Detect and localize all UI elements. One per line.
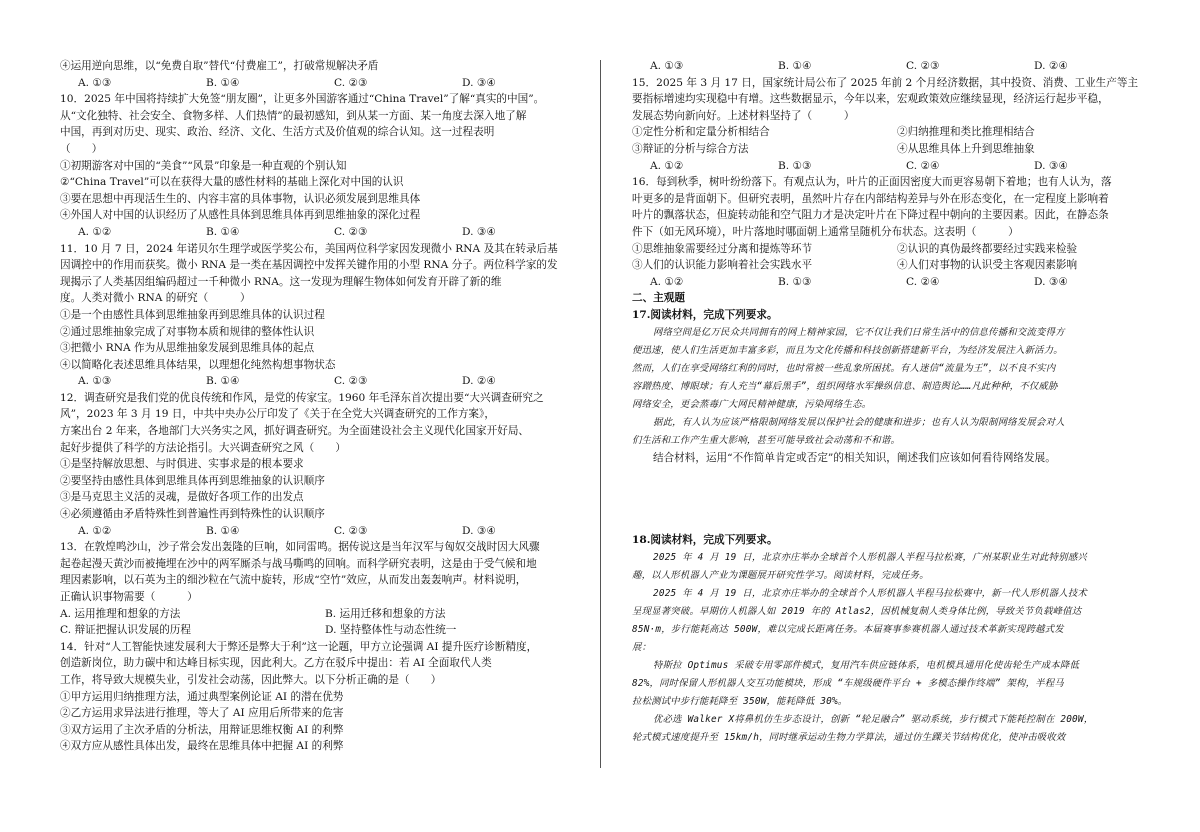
choice-c: C. ②③ (334, 375, 368, 388)
q17-material (632, 324, 1172, 450)
choice-a: A. ①③ (78, 375, 112, 388)
choice-d: D. ③④ (1034, 159, 1068, 172)
choice-b: B. ①④ (206, 524, 240, 537)
q17-material-line: 便迅速，使人们生活更加丰富多彩，而且为文化传播和科技创新搭建新平台，为经济发展注入新活力。 (632, 344, 1063, 356)
q13-line: 起卷起漫天黄沙而被掩埋在沙中的两军厮杀与战马嘶鸣的回响。而科学研究表明，这是由于受气候和地 (60, 557, 537, 570)
q10-statement: ②“China Travel”可以在获得大量的感性材料的基础上深化对中国的认识 (60, 176, 404, 189)
q10-line: 中国，再到对历史、现实、政治、经济、文化、生活方式及价值观的综合认知。这一过程表明 (60, 126, 495, 139)
q14-line: 14．针对“人工智能快速发展利大于弊还是弊大于利”这一论题，甲方立论强调 AI 提升医疗诊断精度， (60, 640, 538, 653)
q18-material-line: 展： (632, 641, 652, 653)
question-14 (60, 639, 600, 755)
q16-line: 叶片的飘落状态，但旋转动能和空气阻力才是决定叶片在下降过程中朝向的主要因素。因此，在静态条 (632, 209, 1109, 222)
statement-2: ②认识的真伪最终都要经过实践来检验 (897, 242, 1078, 255)
choice-b: B. 运用迁移和想象的方法 (325, 607, 446, 620)
q12-statement: ④必须遵循由矛盾特殊性到普遍性再到特殊性的认识顺序 (60, 508, 325, 521)
choice-d: D. ②④ (1034, 60, 1068, 72)
q17-material-line: 容蹭热度、博眼球；有人充当“幕后黑手”，组织网络水军操纵信息、制造舆论……凡此种种，不仅威胁 (632, 380, 1058, 392)
question-10 (60, 91, 600, 240)
choice-b: B. ①④ (206, 375, 240, 388)
q13-line: 正确认识事物需要（ ） (60, 591, 198, 603)
q12-line: 风”，2023 年 3 月 19 日，中共中央办公厅印发了《关于在全党大兴调查研究的工作方案》， (60, 408, 495, 421)
q17-title: 17.阅读材料，完成下列要求。 (632, 308, 778, 321)
question-11 (60, 241, 600, 390)
q11-line: 现揭示了人类基因组编码超过一千种微小 RNA。这一发现为理解生物体如何发育开辟了新的维 (60, 275, 502, 288)
choice-c: C. ②③ (334, 225, 368, 238)
q18-material-line: 85N·m，步行能耗高达 500W，难以完成长距离任务。本届赛事参赛机器人通过技术革新实现跨越式发 (632, 623, 1064, 635)
q17-material-line: 网络空间是亿万民众共同拥有的网上精神家园，它不仅让我们日常生活中的信息传播和交流变得方 (653, 326, 1065, 338)
q16-line: 叶更多的是背面朝下。但研究表明，虽然叶片存在内部结构差异与外在形态变化，在一定程度上影响着 (632, 192, 1109, 205)
q13-line: 13．在敦煌鸣沙山，沙子常会发出轰隆的巨响，如同雷鸣。据传说这是当年汉军与匈奴交战时因大风骤 (60, 541, 540, 554)
q18-material-line: 2025 年 4 月 19 日，北京亦庄举办全球首个人形机器人半程马拉松赛，广州某职业生对此特别感兴 (653, 551, 1087, 563)
choice-b: B. ①③ (778, 159, 812, 172)
q11-statement: ③把微小 RNA 作为从思维抽象发展到思维具体的起点 (60, 342, 315, 355)
q10-answer-options (60, 224, 600, 241)
q18-material-line: 趣，以人形机器人产业为课题展开研究性学习。阅读材料，完成任务。 (632, 569, 929, 581)
question-16 (632, 174, 1172, 290)
answer-space (632, 466, 1172, 532)
right-column (632, 58, 1172, 747)
q18-material-line: 2025 年 4 月 19 日，北京亦庄举办的全球首个人形机器人半程马拉松赛中，新一代人形机器人技术 (653, 587, 1087, 599)
q15-line: 要指标增速均实现稳中有增。这些数据显示，今年以来，宏观政策效应继续显现，经济运行起步平稳， (632, 93, 1109, 106)
q15-line: 发展态势向新向好。上述材料坚持了（ ） (632, 109, 855, 122)
q17-material-line: 据此，有人认为应该严格限制网络发展以保护社会的健康和进步；也有人认为限制网络发展会对人 (653, 416, 1065, 428)
q9-tail-option: ④运用逆向思维，以“免费自取”替代“付费雇工”，打破常规解决矛盾 (60, 60, 379, 72)
choice-b: B. ①④ (206, 76, 240, 89)
q16-line: 件下（如无风环境），叶片落地时哪面朝上通常呈随机分布状态。这表明（ ） (632, 225, 1019, 238)
q14-line: 创造新岗位，助力碳中和达峰目标实现，因此利大。乙方在驳斥中提出：若 AI 全面取代人类 (60, 657, 492, 670)
statement-4: ④人们对事物的认识受主客观因素影响 (897, 259, 1078, 272)
choice-a: A. ①② (650, 159, 684, 172)
column-divider (600, 60, 601, 768)
choice-a: A. ①③ (650, 60, 684, 72)
left-column (60, 58, 600, 755)
q18-material (632, 549, 1172, 747)
q9-answer-options (60, 75, 600, 92)
statement-3: ③人们的认识能力影响着社会实践水平 (632, 259, 813, 272)
q16-statements-row1 (632, 241, 1172, 258)
statement-1: ①思维抽象需要经过分离和提炼等环节 (632, 242, 813, 255)
choice-c: C. ②③ (906, 60, 940, 72)
q14-statement: ①甲方运用归纳推理方法，通过典型案例论证 AI 的潜在优势 (60, 690, 344, 703)
q10-line: 从“文化独特、社会安全、食物多样、人们热情”的最初感知，到从某一方面、某一角度去深入地了解 (60, 109, 527, 122)
q13-answer-options-row1 (60, 606, 600, 623)
q13-line: 理因素影响，以石英为主的细沙粒在气流中旋转，形成“空竹”效应，从而发出轰轰响声。材料说明， (60, 574, 527, 587)
choice-c: C. ②④ (906, 275, 940, 288)
q10-statement: ①初期游客对中国的“美食”“风景”印象是一种直观的个别认知 (60, 159, 347, 172)
q15-statements-row2 (632, 141, 1172, 158)
choice-a: A. ①② (78, 524, 112, 537)
q10-statement: ④外国人对中国的认识经历了从感性具体到思维具体再到思维抽象的深化过程 (60, 209, 421, 222)
q12-answer-options (60, 523, 600, 540)
q12-line: 起好步提供了科学的方法论指引。大兴调查研究之风（ ） (60, 441, 347, 454)
q18-material-line: 呈现显著突破。早期仿人机器人如 2019 年的 Atlas2，因机械复制人类身体比例，导致关节负载峰值达 (632, 605, 1082, 617)
q10-statement: ③要在思想中再现活生生的、内容丰富的具体事物，认识必须发展到思维具体 (60, 192, 421, 205)
q17-material-line: 然而，人们在享受网络红利的同时，也时常被一些乱象所困扰。有人迷信“流量为王”，以不良不实内 (632, 362, 1056, 374)
q14-statement: ④双方应从感性具体出发，最终在思维具体中把握 AI 的利弊 (60, 740, 344, 753)
question-13 (60, 539, 600, 639)
choice-d: D. ③④ (462, 76, 496, 89)
q18-material-line: 优必选 Walker X将鼻机仿生步态设计，创新 “轮足融合” 驱动系统，步行模式下能耗控制在 200W， (653, 713, 1094, 725)
q18-material-line: 特斯拉 Optimus 采破专用零部件模式，复用汽车供应链体系，电机模具通用化使齿轮生产成本降低 (653, 659, 1080, 671)
q12-statement: ③是马克思主义活的灵魂，是做好各项工作的出发点 (60, 491, 304, 504)
q12-statement: ①是坚持解放思想、与时俱进、实事求是的根本要求 (60, 458, 304, 471)
q17-material-line: 们生活和工作产生重大影响，甚至可能导致社会动荡和不和谐。 (632, 434, 901, 446)
q15-line: 15．2025 年 3 月 17 日，国家统计局公布了 2025 年前 2 个月经济数据，其中投资、消费、工业生产等主 (632, 76, 1139, 89)
q10-line: 10．2025 年中国将持续扩大免签“朋友圈”，让更多外国游客通过“China Travel”了解“真实的中国”。 (60, 93, 545, 106)
choice-a: A. ①② (650, 275, 684, 288)
q14-answer-options (632, 58, 1172, 75)
choice-c: C. ②④ (906, 159, 940, 172)
question-15 (632, 75, 1172, 175)
choice-d: D. ②④ (462, 375, 496, 388)
choice-a: A. ①② (78, 225, 112, 238)
q15-answer-options (632, 158, 1172, 175)
q13-answer-options-row2 (60, 622, 600, 639)
question-17 (632, 307, 1172, 466)
q18-material-line: 拉松测试中步行能耗降至 350W，能耗降低 30%。 (632, 695, 848, 707)
choice-c: C. 辩证把握认识发展的历程 (60, 624, 191, 637)
q17-task: 结合材料，运用“不作简单肯定或否定”的相关知识，阐述我们应该如何看待网络发展。 (653, 451, 1056, 464)
q11-answer-options (60, 373, 600, 390)
q11-statement: ①是一个由感性具体到思维抽象再到思维具体的认识过程 (60, 308, 325, 321)
statement-4: ④从思维具体上升到思维抽象 (897, 142, 1035, 155)
statement-1: ①定性分析和定量分析相结合 (632, 126, 770, 139)
q11-statement: ②通过思维抽象完成了对事物本质和规律的整体性认识 (60, 325, 315, 338)
q16-statements-row2 (632, 257, 1172, 274)
choice-c: C. ②③ (334, 76, 368, 89)
choice-d: D. ③④ (462, 225, 496, 238)
q12-statement: ②要坚持由感性具体到思维具体再到思维抽象的认识顺序 (60, 474, 325, 487)
choice-b: B. ①④ (206, 225, 240, 238)
q10-line: （ ） (60, 142, 103, 155)
q12-line: 方案出台 2 年来，各地部门大兴务实之风，抓好调查研究。为全面建设社会主义现代化国家开好局、 (60, 425, 530, 438)
q14-line: 工作，将导致大规模失业，引发社会动荡，因此弊大。以下分析正确的是（ ） (60, 673, 442, 686)
q16-line: 16．每到秋季，树叶纷纷落下。有观点认为，叶片的正面因密度大而更容易朝下着地；也有人认为，落 (632, 176, 1112, 189)
choice-a: A. ①③ (78, 76, 112, 89)
choice-a: A. 运用推理和想象的方法 (60, 607, 181, 620)
choice-b: B. ①③ (778, 275, 812, 288)
q18-title: 18.阅读材料，完成下列要求。 (632, 534, 778, 547)
choice-c: C. ②③ (334, 524, 368, 537)
choice-d: D. ③④ (462, 524, 496, 537)
q15-statements-row1 (632, 124, 1172, 141)
question-12 (60, 390, 600, 539)
q12-line: 12．调查研究是我们党的优良传统和作风，是党的传家宝。1960 年毛泽东首次提出要“大兴调查研究之 (60, 391, 544, 404)
q11-line: 因调控中的作用而获奖。微小 RNA 是一类在基因调控中发挥关键作用的小型 RNA 分子。两位科学家的发 (60, 259, 558, 272)
q17-material-line: 网络安全，更会蒸毒广大网民精神健康，污染网络生态。 (632, 398, 872, 410)
q11-line: 度。人类对微小 RNA 的研究（ ） (60, 292, 251, 305)
q16-answer-options (632, 274, 1172, 291)
section-heading: 二、主观题 (632, 292, 685, 305)
q14-statement: ③双方运用了主次矛盾的分析法，用辩证思维权衡 AI 的利弊 (60, 723, 344, 736)
q18-material-line: 轮式模式速度提升至 15km/h，同时继承运动生物力学算法，通过仿生踝关节结构优化，使冲击吸收效 (632, 731, 1066, 743)
statement-2: ②归纳推理和类比推理相结合 (897, 126, 1035, 139)
q18-material-line: 82%，同时保留人形机器人交互功能模块，形成 “车规级硬件平台 + 多模态操作终端” 架构，半程马 (632, 677, 1064, 689)
q11-statement: ④以简略化表述思维具体结果，以理想化纯然构想事物状态 (60, 358, 336, 371)
choice-d: D. ③④ (1034, 275, 1068, 288)
q11-line: 11．10 月 7 日，2024 年诺贝尔生理学或医学奖公布，美国两位科学家因发现微小 RNA 及其在转录后基 (60, 242, 558, 255)
q14-statement: ②乙方运用求异法进行推理，等大了 AI 应用后所带来的危害 (60, 707, 344, 720)
choice-d: D. 坚持整体性与动态性统一 (325, 624, 457, 637)
choice-b: B. ①④ (778, 60, 812, 72)
question-18 (632, 532, 1172, 747)
statement-3: ③辩证的分析与综合方法 (632, 142, 749, 155)
